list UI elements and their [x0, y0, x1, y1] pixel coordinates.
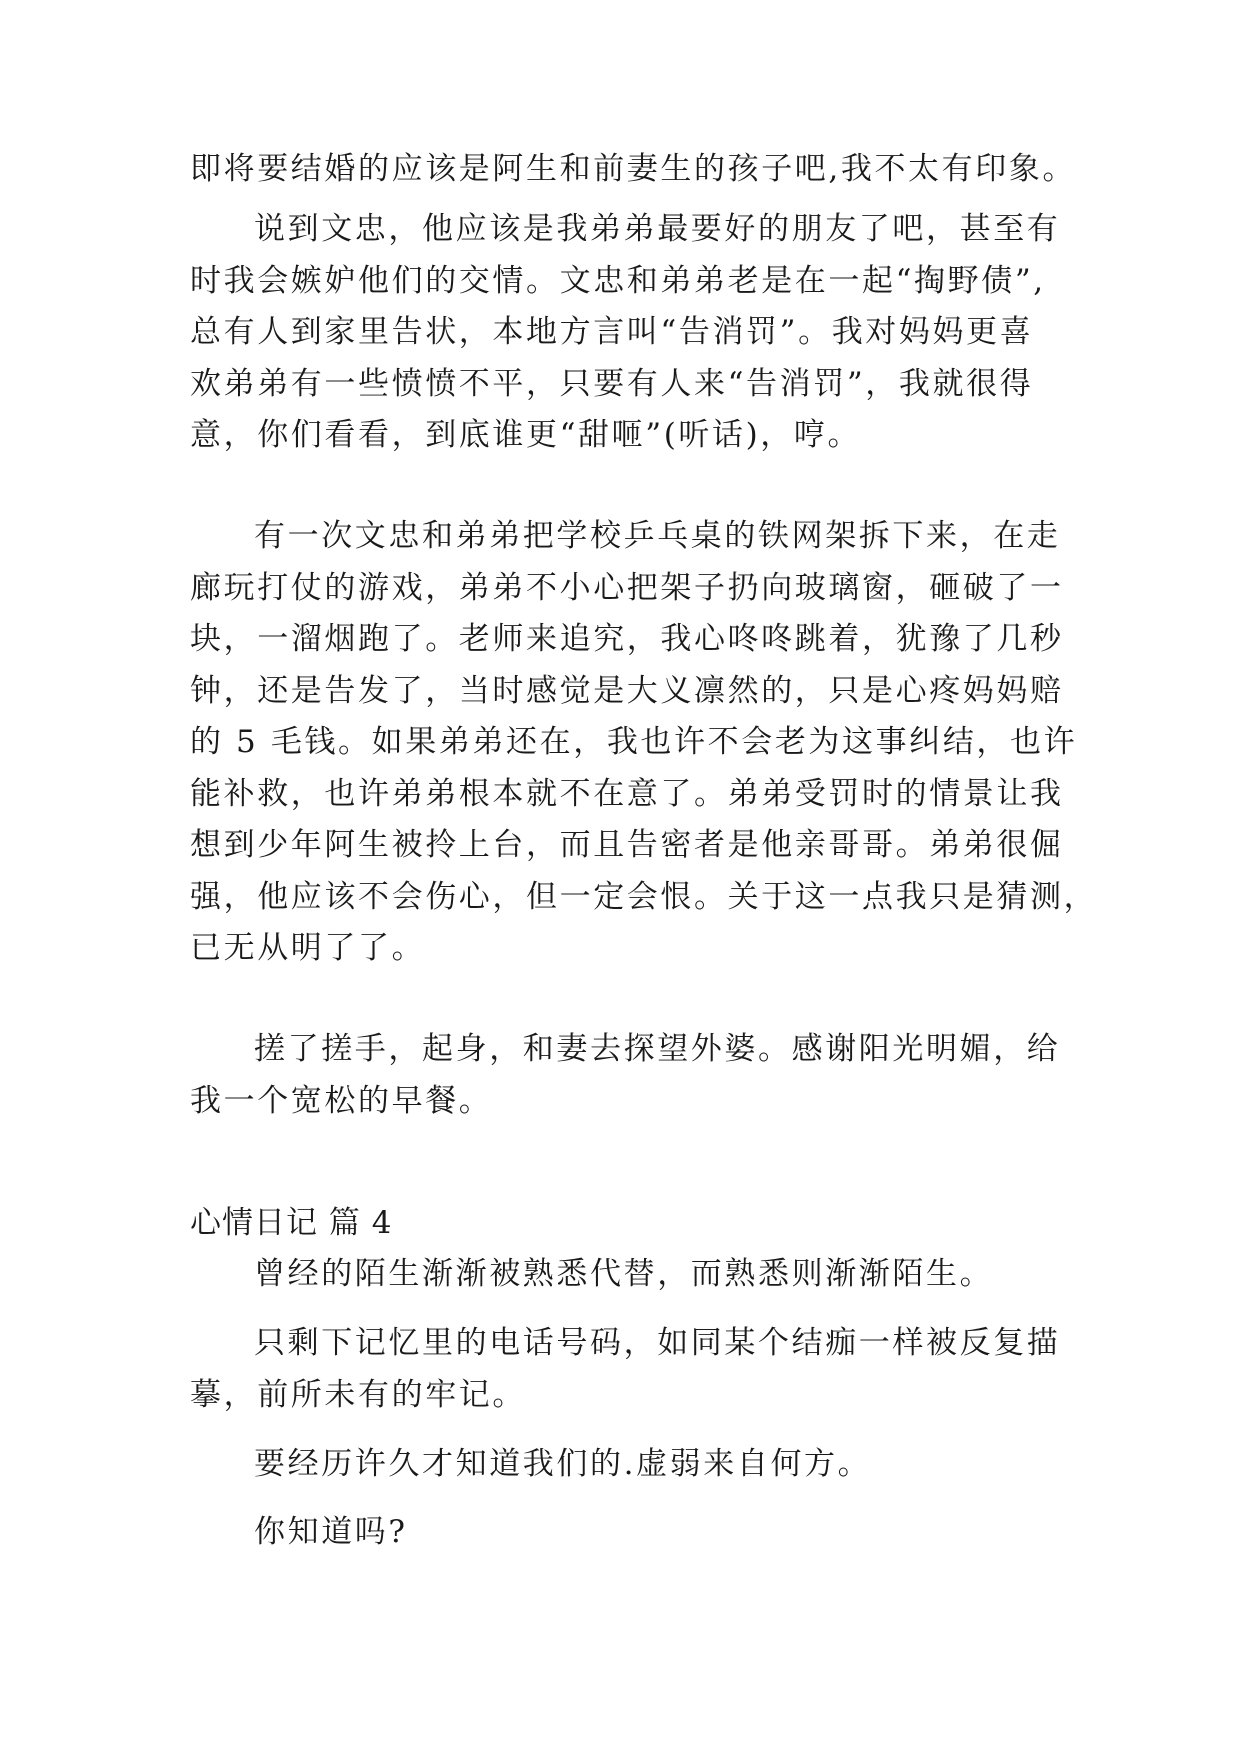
- paragraph-line: 廊玩打仗的游戏，弟弟不小心把架子扔向玻璃窗，砸破了一: [190, 570, 1064, 606]
- paragraph-line: 时我会嫉妒他们的交情。文忠和弟弟老是在一起“掏野债”,: [190, 263, 1046, 299]
- paragraph-line: 总有人到家里告状，本地方言叫“告消罚”。我对妈妈更喜: [190, 314, 1034, 350]
- paragraph-line: 只剩下记忆里的电话号码，如同某个结痂一样被反复描: [254, 1325, 1061, 1361]
- paragraph-line: 钟，还是告发了，当时感觉是大义凛然的，只是心疼妈妈赔: [190, 673, 1064, 709]
- paragraph-line: 强，他应该不会伤心，但一定会恨。关于这一点我只是猜测，: [190, 879, 1098, 915]
- paragraph-line: 想到少年阿生被拎上台，而且告密者是他亲哥哥。弟弟很倔: [190, 827, 1064, 863]
- paragraph-line: 搓了搓手，起身，和妻去探望外婆。感谢阳光明媚，给: [254, 1031, 1061, 1067]
- paragraph-line: 我一个宽松的早餐。: [190, 1083, 493, 1119]
- section-heading: 心情日记 篇 4: [190, 1205, 393, 1241]
- paragraph-line: 说到文忠，他应该是我弟弟最要好的朋友了吧，甚至有: [254, 211, 1061, 247]
- paragraph-line: 即将要结婚的应该是阿生和前妻生的孩子吧,我不太有印象。: [190, 151, 1077, 187]
- paragraph-line: 欢弟弟有一些愤愤不平，只要有人来“告消罚”，我就很得: [190, 366, 1034, 402]
- paragraph-line: 的 5 毛钱。如果弟弟还在，我也许不会老为这事纠结，也许: [190, 724, 1078, 760]
- paragraph-line: 曾经的陌生渐渐被熟悉代替，而熟悉则渐渐陌生。: [254, 1256, 994, 1292]
- paragraph-line: 块，一溜烟跑了。老师来追究，我心咚咚跳着，犹豫了几秒: [190, 621, 1064, 657]
- paragraph-line: 你知道吗?: [254, 1514, 408, 1550]
- paragraph-line: 要经历许久才知道我们的.虚弱来自何方。: [254, 1446, 872, 1482]
- paragraph-line: 有一次文忠和弟弟把学校乒乓桌的铁网架拆下来，在走: [254, 518, 1061, 554]
- paragraph-line: 意，你们看看，到底谁更“甜咂”(听话)，哼。: [190, 417, 862, 453]
- paragraph-line: 已无从明了了。: [190, 930, 426, 966]
- paragraph-line: 能补救，也许弟弟根本就不在意了。弟弟受罚时的情景让我: [190, 776, 1064, 812]
- paragraph-line: 摹，前所未有的牢记。: [190, 1377, 526, 1413]
